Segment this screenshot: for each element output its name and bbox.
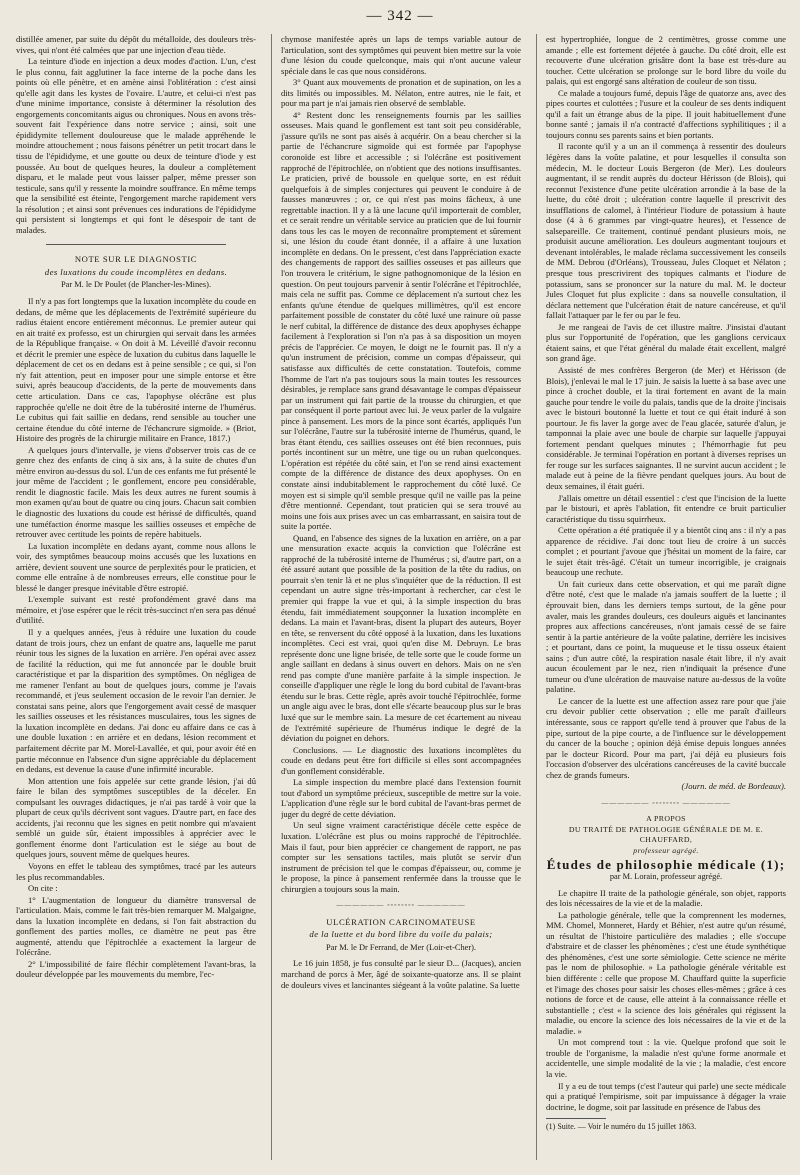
article-author: par M. Lorain, professeur agrégé. [609,872,723,882]
column-1 [16,34,256,1162]
article-title: Études de philosophie médicale (1); [546,856,786,872]
paragraph: chymose manifestée après un laps de temps variable autour de l'articulation, sont des symptômes qui peuvent bien mettre sur la voie d'une lésion du coude quelconque, mais qui n'ont aucune valeur spéciale dans le cas que nous considérons. [281,34,521,76]
footnote-divider [546,1118,606,1119]
paragraph: Il y a eu de tout temps (c'est l'auteur qui parle) une secte médicale qui a pratiqué l'empirisme, soit par impuissance à dégager la vraie doctrine, le dogme, soit par lassitude en présence de l'abus des [546,1080,786,1112]
section-ornament: —————— ◦◦◦◦◦◦◦◦ —————— [336,901,466,910]
article-pretitle: DU TRAITÉ DE PATHOLOGIE GÉNÉRALE DE M. E. CHAUFFARD, [568,824,764,845]
article-pretitle: A PROPOS [646,814,686,824]
paragraph: La simple inspection du membre placé dans l'extension fournit tout d'abord un symptôme précieux, susceptible de mettre sur la voie. L'application d'une règle sur le bord cubital de l'avant-bras permet de juger du degré de cette déviation. [281,777,521,819]
article-title: ULCÉRATION CARCINOMATEUSE [326,916,476,927]
paragraph: Il raconte qu'il y a un an il commença à ressentir des douleurs légères dans la voûte palatine, et pour lesquelles il consulta son médecin, M. le docteur Louis Bergeron (de Mer). Les douleurs augmentant, il se rendit auprès du docteur Hérisson (de Blois), qui reconnut l'existence d'une petite ulcération arrondie à la base de la luette, du côté droit ; ulcération contre laquelle il prescrivit des insufflations de calomel, à l'intérieur l'iodure de potassium à haute dose (4 à 6 grammes par vingt-quatre heures), et l'essence de salsepareille. Ce traitement, continué pendant plusieurs mois, ne produisit aucune amélioration. Les douleurs augmentant toujours et devenant intolérables, le malade réclama successivement les conseils de MM. Debrou (d'Orléans), Trousseau, Jules Cloquet et Nélaton ; presque tous prescrivirent des topiques calmants et l'iodure de potassium, sans se prononcer sur la nature du mal. M. le docteur Jules Cloquet fut plus explicite : dans sa nouvelle consultation, il déclara nettement que l'ulcération était de nature cancéreuse, et qu'il fallait l'attaquer par le fer ou par le feu. [546,141,786,321]
paragraph: 3° Quant aux mouvements de pronation et de supination, on les a dits limités ou impossibles. M. Nélaton, entre autres, nie le fait, et pour ma part je n'ai jamais rien observé de semblable. [281,77,521,109]
column-divider [536,34,537,1160]
paragraph: Voyons en effet le tableau des symptômes, tracé par les auteurs les plus recommandables. [16,861,256,882]
paragraph: L'exemple suivant est resté profondément gravé dans ma mémoire, et j'ose espérer que le récit très-succinct n'en sera pas dénué d'utilité. [16,594,256,626]
column-divider [271,34,272,1160]
paragraph: On cite : [28,883,58,894]
page-number: — 342 — [366,8,434,24]
article-pretitle: professeur agrégé. [633,846,699,856]
paragraph: Quand, en l'absence des signes de la luxation en arrière, on a par une mensuration exacte acquis la conviction que l'olécrâne est rapproché de la tubérosité interne de l'humérus ; si, d'autre part, on a été assuré autant que possible de la position de la tête du radius, on pourrait s'en tenir là et ne plus s'inquiéter que de la réduction. Il est cependant un autre signe très-important à rechercher, car c'est le premier qui frappe la vue et qui, à la simple inspection du bras étendu, fait immédiatement soupçonner la luxation incomplète en dedans. La main et l'avant-bras, disent la plupart des auteurs, Boyer en tête, se renversent du côté opposé à la luxation, dans les luxations incomplètes. Ceci est vrai, quoi qu'en dise M. Debruyn. Le bras représente donc une ligne brisée, de telle sorte que le coude forme un angle saillant en dedans à sinus ouvert en dehors. Mais on ne s'en rend pas compte d'une manière parfaite à la simple inspection. Je conseille d'appliquer une règle le long du bord cubital de l'avant-bras étendu sur le bras. Cette règle, après avoir touché l'épitrochlée, forme un angle aigu avec le bras, dont elle s'écarte beaucoup plus sur le bras luxé que sur le membre sain. La mesure de cet écartement au niveau de l'extrémité supérieure de l'humérus indique le degré de la déviation du poignet en dehors. [281,532,521,744]
paragraph: 1° L'augmentation de longueur du diamètre transversal de l'articulation. Mais, comme le fait très-bien remarquer M. Malgaigne, dans la luxation incomplète en dedans, si l'on fait abstraction du gonflement des parties molles, ce diamètre ne peut pas être augmenté, attendu que l'épitrochlée a exactement la largeur de l'olécrâne. [16,894,256,958]
paragraph: La teinture d'iode en injection a deux modes d'action. L'un, c'est le plus connu, fait agglutiner la face interne de la poche dans les points où elle pénètre, et en amène ainsi l'oblitération : c'est ainsi qu'elle agit dans les kystes de l'ovaire. L'autre, et celui-ci n'est pas d'une minime importance, consiste à déterminer la résolution des engorgements concomitants aigus ou chroniques. Nous en avons très-souvent fait l'expérience dans notre service ; ainsi, soit une épididymite tellement douloureuse que le malade appréhende le moindre attouchement ; nous faisons pénétrer un petit trocart dans le tissu de l'épididyme, et une goutte ou deux de teinture d'iode y est poussée. Au bout de quelques heures, la douleur a complètement disparu, et le malade peut vous laisser palper, même presser son testicule, sans qu'il y ressente la moindre souffrance. En même temps que la sensibilité est éteinte, l'engorgement marche rapidement vers la résolution ; et ainsi sont prévenues ces indurations de l'épididyme qui persistent si longtemps et qui font le désespoir de tant de malades. [16,56,256,235]
paragraph: J'allais omettre un détail essentiel : c'est que l'incision de la luette par le bistouri, et après l'ablation, fit entendre ce bruit particulier caractéristique du tissu squirrheux. [546,492,786,524]
paragraph: Assisté de mes confrères Bergeron (de Mer) et Hérisson (de Blois), j'enlevai le mal le 17 juin. Je saisis la luette à sa base avec une pince à crochet double, et la tirai fortement en avant de la main gauche pour tendre le voile du palais, tandis que de la droite j'incisais avec le bistouri boutonné la luette et tout ce qui était induré à son pourtour. Je fis laver la gorge avec de l'eau glacée, saturée d'alun, je tamponnai la plaie avec une boule de charpie sur laquelle j'appuyai fortement pendant quelques minutes ; l'hémorrhagie fut peu considérable. Je terminai l'opération en portant à diverses reprises un fer rouge sur les surfaces saignantes. Il ne survint aucun accident ; le malade eut à peine de la fièvre pendant quelques jours. Au bout de deux semaines, il était guéri. [546,364,786,491]
paragraph: Un mot comprend tout : la vie. Quelque profond que soit le trouble de l'organisme, la maladie n'est qu'une forme anormale et accidentelle, une simple modalité de la vie ; la maladie, c'est encore la vie. [546,1037,786,1079]
paragraph: est hypertrophiée, longue de 2 centimètres, grosse comme une amande ; elle est fortement déjetée à gauche. Du côté droit, elle est recouverte d'une ulcération grisâtre dont la base est très-dure au toucher. Cette ulcération se prolonge sur le bord libre du voile du palais, qui est engorgé sans altération de couleur de son tissu. [546,34,786,87]
paragraph: Mon attention une fois appelée sur cette grande lésion, j'ai dû faire le bilan des symptômes susceptibles de la déceler. En compulsant les ouvrages didactiques, je n'ai pas tardé à voir que la plupart de ceux qu'ils décrivent sont vagues. D'autre part, en face des accidents, j'ai reconnu que les signes en petit nombre qui m'avaient semblé un guide sûr, étaient impossibles à apprécier avec le gonflement énorme dont l'articulation est le siége au bout de quelques jours, souvent même de quelques heures. [16,775,256,860]
paragraph: Il y a quelques années, j'eus à réduire une luxation du coude datant de trois jours, chez un enfant de quatre ans, laquelle me parut réunir tous les signes de la luxation en arrière. J'en opérai avec assez de facilité la réduction, qui me fut annoncée par le double bruit caractéristique et par la disparition des symptômes. On négligea de me ramener l'enfant au bout de quelques jours, comme je l'avais recommandé, et j'eus seulement occasion de le revoir l'an dernier. Je constatai sans peine, alors que l'engorgement avait cessé de masquer les saillies osseuses et les résistances musculaires, tous les signes de la luxation incomplète en dedans. J'ai donc eu affaire dans ce cas à une double luxation : en arrière et en dedans, lésion recomment et parfaitement décrite par M. Morel-Lavallée, et qui, pour avoir été en partie méconnue en l'absence d'un signe appréciable du déplacement en dedans, est devenue la cause d'une infirmité incurable. [16,626,256,775]
paragraph: Le chapitre II traite de la pathologie générale, son objet, rapports des lois nécessaires de la vie et de la maladie. [546,887,786,909]
footnote: (1) Suite. — Voir le numéro du 15 juillet 1863. [546,1122,697,1132]
column-2 [281,34,521,1162]
article-author: Par M. le Dr Poulet (de Plancher-les-Mines). [60,280,212,290]
paragraph: La pathologie générale, telle que la comprennent les modernes, MM. Chomel, Monneret, Hardy et Béhier, n'est autre qu'un résumé, un résultat de l'histoire particulière des maladies ; elle s'occupe d'abstraire et de classer les phénomènes ; c'est une étude synthétique des phénomènes, c'est une sorte sémiologie. Cette science ne mérite pas le nom de philosophie. » La pathologie générale véritable est bien différente : celle que propose M. Chauffard quitte la superficie et l'image des choses pour saisir les choses elles-mêmes ; grâce à ces notions de force et de cause, elle atteint à la connaissance réelle et substantielle ; c'est « la science des lois générales qui régissent la maladie, ou encore la science des lois nécessaires de la vie et de la maladie. » [546,909,786,1036]
paragraph: distillée amener, par suite du dépôt du métalloïde, des douleurs très-vives, qui n'ont été calmées que par une injection d'eau tiède. [16,34,256,55]
paragraph: Un seul signe vraiment caractéristique décèle cette espèce de luxation. L'olécrâne est plus ou moins rapproché de l'épitrochlée. Mais il faut, pour bien apprécier ce changement de rapport, ne pas compter sur les sensations tactiles, mais plutôt se servir d'un instrument de précision tel que le compas d'épaisseur, ou, comme je le propose, la pince à pansement renfermée dans la trousse que le chirurgien a toujours sous la main. [281,820,521,894]
article-author: Par M. le Dr Ferrand, de Mer (Loir-et-Cher). [325,942,477,952]
section-divider [46,244,226,245]
paragraph: Conclusions. — Le diagnostic des luxations incomplètes du coude en dedans peut être fort difficile si elles sont accompagnées d'un gonflement considérable. [281,744,521,776]
article-subtitle: des luxations du coude incomplètes en dedans. [44,266,228,277]
paragraph: Je me rangeai de l'avis de cet illustre maître. J'insistai d'autant plus sur l'opportunité de l'opération, que les ganglions cervicaux étaient sains, et que l'état général du malade était excellent, malgré son grand âge. [546,321,786,364]
paragraph: Le cancer de la luette est une affection assez rare pour que j'aie cru devoir publier cette observation ; elle me paraît d'ailleurs intéressante, sous ce rapport qu'elle tend à prouver que l'abus de la pipe, surtout de la pipe courte, a de l'influence sur le développement du cancer de la bouche ; opinion déjà émise depuis longues années par le docteur Ricord. Pour ma part, j'ai déjà eu plusieurs fois l'occasion d'observer des ulcérations cancéreuses de la cavité buccale chez de grands fumeurs. [546,695,786,780]
section-ornament: —————— ◦◦◦◦◦◦◦◦ —————— [601,798,731,807]
paragraph: 4° Restent donc les renseignements fournis par les saillies osseuses. Mais quand le gonflement est tant soit peu considérable, j'assure qu'ils ne sont pas aisés à acquérir. On a beau chercher si la partie de l'échancrure sigmoïde qui est formée par l'apophyse coronoïde est libre et accessible ; si l'olécrâne est positivement rapproché de l'épitrochlée, on n'obtient que des notions insuffisantes. Le praticien, privé de boussole en quelque sorte, en est réduit quelquefois à de simples conjectures qui peuvent le conduire à de fausses manœuvres ; or, ce qui n'est pas moins fâcheux, à une regrettable inaction. Il y a là une lacune qu'il importerait de combler, et ce serait rendre un véritable service au praticien que de lui fournir dans tous les cas le moyen de reconnaître promptement et sûrement si, une lésion du coude étant donnée, il a affaire à une luxation incomplète en dedans. On le pressent, c'est dans l'appréciation exacte des changements de rapport des saillies osseuses et pas ailleurs que l'on trouvera le critérium, le signe pathognomonique de la lésion en question. On peut toujours parvenir à sentir l'olécrâne et l'épitrochlée, mais cela ne suffit pas. Comme ce déplacement n'a surtout chez les enfants qu'une étendue de quelques millimètres, qu'il est encore parfaitement possible de constater du côté luxé une rainure où passe le nerf cubital, la différence de distance des deux apophyses échappe facilement à l'exploration si l'on n'a pas à sa disposition un moyen précis de l'apprécier. Ce moyen, le doigt ne le fournit pas. Il n'y a qu'un instrument de précision, comme un compas d'épaisseur, qui satisfasse aux difficultés de cette constatation. Toutefois, comme l'homme de l'art n'a pas toujours sous la main toutes les ressources désirables, je remplace sans grand désavantage le compas d'épaisseur par un instrument qui fait partie de la trousse du chirurgien, et que par conséquent il porte partout avec lui. Je veux parler de la vulgaire pince à pansement. Les mors de la pince sont écartés, appliqués l'un sur l'olécrâne, l'autre sur la tubérosité interne de l'humérus, quand, le bras étant étendu, ces saillies osseuses ont été bien reconnues, puis portés incontinent sur un mètre, une tige ou un ruban quelconques. L'opération est répétée du côté sain, et l'on se rend ainsi exactement compte de la différence de distance des deux apophyses. On en constate ainsi indubitablement le rapprochement du côté luxé. Ce moyen est si simple qu'il semble presque qu'il ne vaille pas la peine d'être mentionné. Cependant, tout praticien qui se sera trouvé au moins une fois aux prises avec un cas embarrassant, en saisira tout de suite la portée. [281,109,521,532]
paragraph: Un fait curieux dans cette observation, et qui me paraît digne d'être noté, c'est que le malade n'a jamais souffert de la luette ; il éprouvait bien, dans les derniers temps surtout, de la gêne pour avaler, mais les grandes douleurs, ces douleurs aiguës et lancinantes propres aux affections cancéreuses, n'ont jamais cessé de se faire sentir à la partie antérieure de la voûte palatine, derrière les incisives ; et pourtant, dans ce point, la muqueuse et le tissu osseux étaient sains ; d'un autre côté, la respiration nasale était libre, il n'y avait aucun écoulement par le nez, rien n'indiquait la présence d'une tumeur ou d'une ulcération de mauvaise nature au-dessus de la voûte palatine. [546,578,786,695]
column-3 [546,34,786,1162]
article-subtitle: de la luette et du bord libre du voile du palais; [309,929,493,940]
source-citation: (Journ. de méd. de Bordeaux). [681,781,786,792]
paragraph: A quelques jours d'intervalle, je viens d'observer trois cas de ce genre chez des enfants de cinq à six ans, à la suite de chutes d'un mètre environ au-dessus du sol. L'un de ces enfants me fut présenté le jour même de l'accident ; le gonflement, encore peu considérable, rendit le diagnostic facile. Mais les deux autres ne furent soumis à mon examen qu'au bout de quatre ou cinq jours. Chacun sait combien le diagnostic des luxations du coude est hérissé de difficultés, quand une tuméfaction énorme masque les saillies osseuses et empêche de retrouver avec certitude les points de repère habituels. [16,444,256,540]
paragraph: 2° L'impossibilité de faire fléchir complètement l'avant-bras, la douleur développée par les mouvements du membre, l'ec- [16,958,256,980]
paragraph: La luxation incomplète en dedans ayant, comme nous allons le voir, des symptômes beaucoup moins accusés que les luxations en arrière, devient souvent une source de perplexités pour le praticien, et comme elle entraîne à de nombreuses erreurs, elle constitue pour le blessé le danger presque inévitable d'être estropié. [16,540,256,593]
paragraph: Cette opération a été pratiquée il y a bientôt cinq ans : il n'y a pas apparence de récidive. J'ai donc tout lieu de croire à un succès complet ; et pourtant j'avoue que j'hésitai un moment de la faire, car le sujet était très-âgé. C'était un tumeur incorrigible, je craignais beaucoup une rechute. [546,525,786,578]
paragraph: Ce malade a toujours fumé, depuis l'âge de quatorze ans, avec des pipes courtes et culottées ; l'usure et la couleur de ses dents indiquent qu'il a fait un étrange abus de la pipe. Il jouit habituellement d'une bonne santé ; jamais il n'a contracté d'affections syphilitiques ; il a toujours connu ses parents sains et bien portants. [546,87,786,140]
article-title: NOTE SUR LE DIAGNOSTIC [74,254,198,265]
paragraph: Il n'y a pas fort longtemps que la luxation incomplète du coude en dedans, de même que les déplacements de l'extrémité supérieure du radius étaient encore entièrement méconnus. Le premier auteur qui en ait traité ex professo, est un chirurgien qui servait dans les armées de la République française. « On doit à M. Léveillé d'avoir reconnu et décrit le premier une espèce de luxation du cubitus dans laquelle le déplacement de cet os en dedans est à peine sensible ; ce qui, si l'on n'y fait attention, peut en imposer pour une simple entorse et être suivi, après beaucoup d'accidents, de la perte de mouvements dans cette articulation. Dans ce cas, l'apophyse olécrâne est plus rapprochée qu'elle ne doit être de la tubérosité interne de l'humérus. Le cubitus qui fait saillie en dedans, rend sensible au toucher une certaine étendue du côté interne de l'échancrure sigmoïde. » (Briot, Histoire des progrès de la chirurgie militaire en France, 1817.) [16,296,256,444]
paragraph: Le 16 juin 1858, je fus consulté par le sieur D... (Jacques), ancien marchand de porcs à Mer, âgé de soixante-quatorze ans. Il se plaint de douleurs vives et lancinantes siégeant à la voûte palatine. Sa luette [281,958,521,990]
